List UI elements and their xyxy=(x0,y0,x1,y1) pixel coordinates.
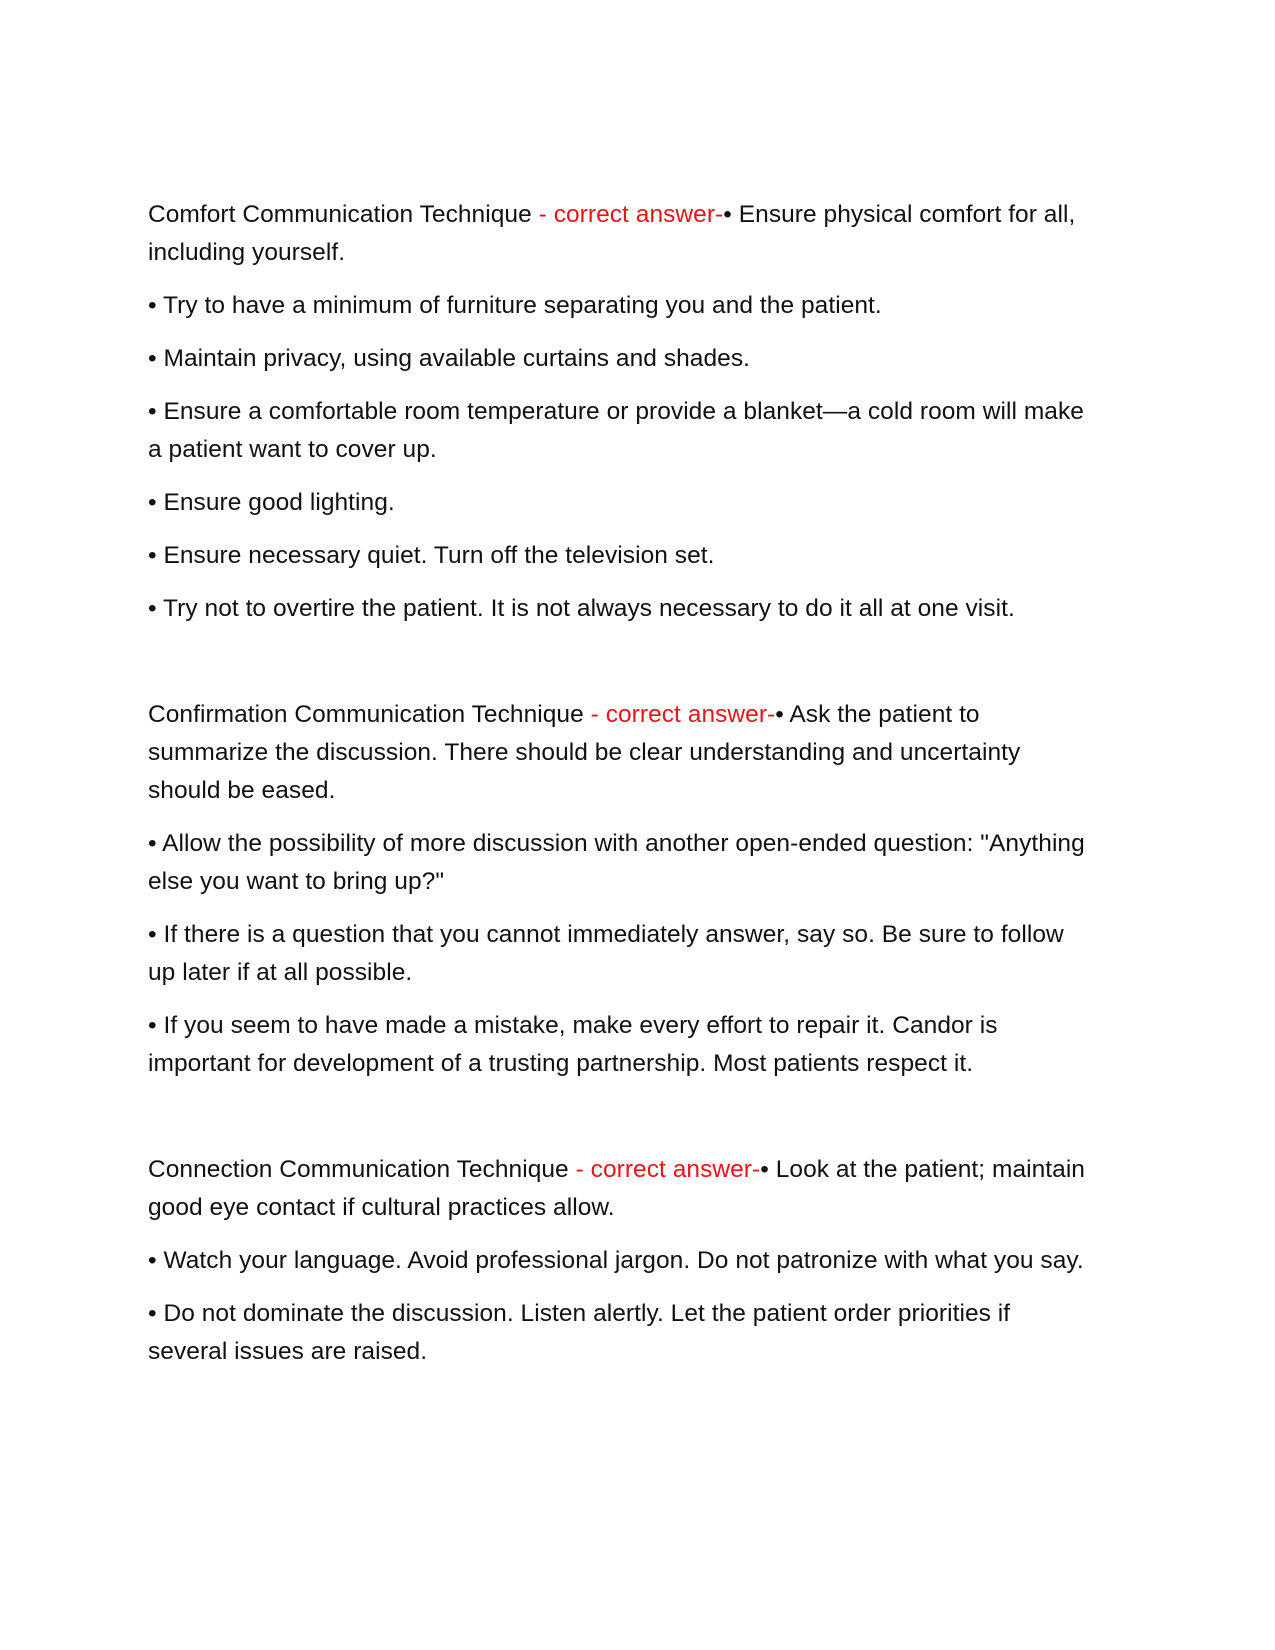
entry-connection xyxy=(148,1151,1095,1371)
bullet-item: • Watch your language. Avoid professional jargon. Do not patronize with what you say. xyxy=(148,1247,1084,1274)
bullet-item: • Allow the possibility of more discussion with another open-ended question: "Anything else you want to bring up?" xyxy=(148,830,1085,895)
answer-separator: - correct answer- xyxy=(568,1156,761,1183)
entry-confirmation xyxy=(148,696,1095,1083)
term: Confirmation Communication Technique xyxy=(148,701,584,728)
bullet-item: • Ensure necessary quiet. Turn off the television set. xyxy=(148,542,715,569)
answer-separator: - correct answer- xyxy=(583,701,776,728)
entry-heading xyxy=(148,196,1095,272)
bullet-item: • Do not dominate the discussion. Listen alertly. Let the patient order priorities if several issues are raised. xyxy=(148,1300,1011,1365)
answer-first-line: • Ask the patient to summarize the discussion. There should be clear understanding and uncertainty should be eased. xyxy=(148,701,1021,804)
term: Connection Communication Technique xyxy=(148,1156,569,1183)
answer-first-line: • Look at the patient; maintain good eye contact if cultural practices allow. xyxy=(148,1156,1085,1221)
answer-separator: - correct answer- xyxy=(531,201,724,228)
bullet-item: • If you seem to have made a mistake, make every effort to repair it. Candor is important for development of a trusting partnership. Most patients respect it. xyxy=(148,1012,998,1077)
entry-heading xyxy=(148,1151,1095,1227)
bullet-item: • Try not to overtire the patient. It is not always necessary to do it all at one visit. xyxy=(148,595,1015,622)
bullet-item: • Maintain privacy, using available curtains and shades. xyxy=(148,345,750,372)
term: Comfort Communication Technique xyxy=(148,201,532,228)
bullet-item: • If there is a question that you cannot immediately answer, say so. Be sure to follow up later if at all possible. xyxy=(148,921,1064,986)
entry-heading xyxy=(148,696,1095,810)
bullet-item: • Ensure good lighting. xyxy=(148,489,395,516)
bullet-item: • Try to have a minimum of furniture separating you and the patient. xyxy=(148,292,882,319)
bullet-item: • Ensure a comfortable room temperature or provide a blanket—a cold room will make a patient want to cover up. xyxy=(148,398,1084,463)
answer-first-line: • Ensure physical comfort for all, including yourself. xyxy=(148,201,1076,266)
entry-comfort xyxy=(148,196,1095,628)
